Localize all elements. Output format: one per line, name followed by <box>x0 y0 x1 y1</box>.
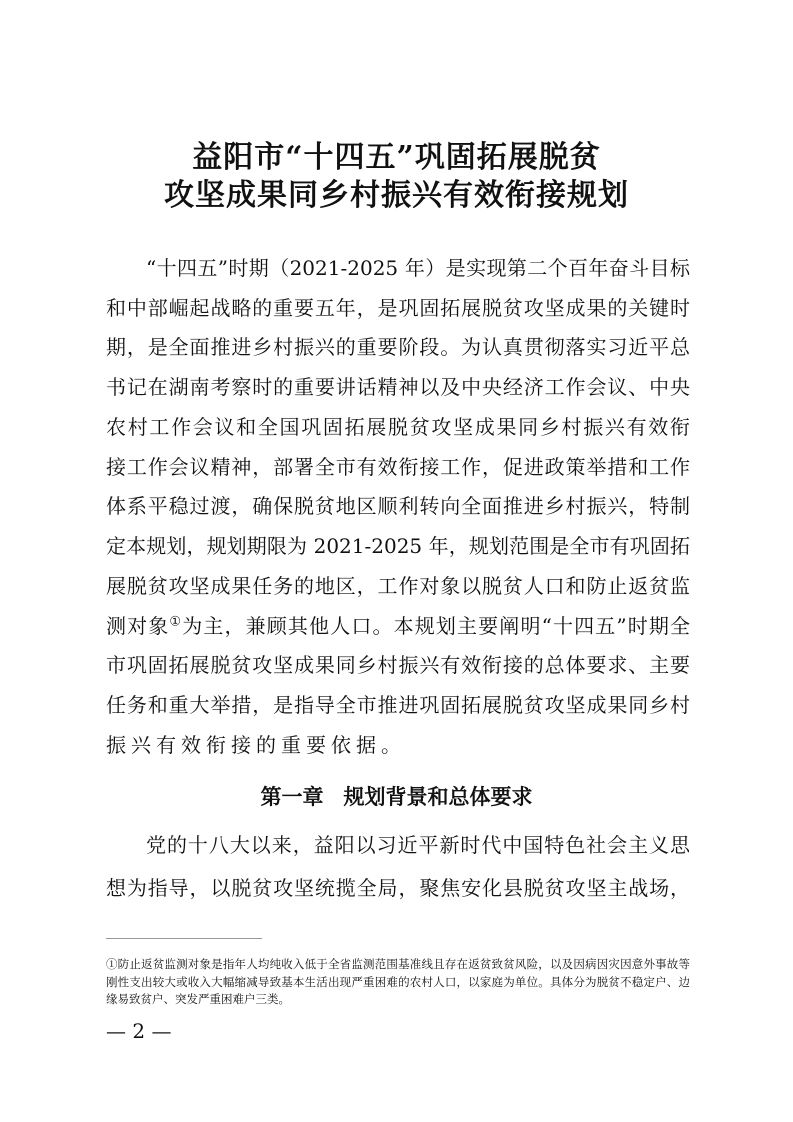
body-line: 农村工作会议和全国巩固拓展脱贫攻坚成果同乡村振兴有效衔 <box>106 415 690 439</box>
document-title-line-1: 益阳市“十四五”巩固拓展脱贫 <box>192 140 601 175</box>
body-line: 任务和重大举措，是指导全市推进巩固拓展脱贫攻坚成果同乡村 <box>106 693 690 717</box>
body-line <box>106 613 690 639</box>
footnote-reference[interactable]: ① <box>169 614 183 630</box>
body-line: 振兴有效衔接的重要依据。 <box>106 733 406 757</box>
body-line: 党的十八大以来，益阳以习近平新时代中国特色社会主义思 <box>146 833 690 857</box>
chapter-number: 第一章 <box>260 785 324 809</box>
body-line: 市巩固拓展脱贫攻坚成果同乡村振兴有效衔接的总体要求、主要 <box>106 653 690 677</box>
document-title-line-2: 攻坚成果同乡村振兴有效衔接规划 <box>164 178 629 213</box>
body-line: 书记在湖南考察时的重要讲话精神以及中央经济工作会议、中央 <box>106 375 690 399</box>
body-line: “十四五”时期（2021-2025 年）是实现第二个百年奋斗目标 <box>146 256 690 280</box>
body-line: 期，是全面推进乡村振兴的重要阶段。为认真贯彻落实习近平总 <box>106 335 690 359</box>
body-line: 定本规划，规划期限为 2021-2025 年，规划范围是全市有巩固拓 <box>106 534 690 558</box>
body-line: 展脱贫攻坚成果任务的地区，工作对象以脱贫人口和防止返贫监 <box>106 574 690 598</box>
page-number: — 2 — <box>106 1019 172 1043</box>
body-text: 测对象 <box>106 614 170 638</box>
chapter-title: 规划背景和总体要求 <box>343 785 533 809</box>
body-text: 为主，兼顾其他人口。本规划主要阐明“十四五”时期全 <box>182 614 691 638</box>
body-line: 和中部崛起战略的重要五年，是巩固拓展脱贫攻坚成果的关键时 <box>106 296 690 320</box>
body-line: 接工作会议精神，部署全市有效衔接工作，促进政策举措和工作 <box>106 455 690 479</box>
chapter-heading <box>0 784 793 810</box>
body-line: 体系平稳过渡，确保脱贫地区顺利转向全面推进乡村振兴，特制 <box>106 494 690 518</box>
footnote: ①防止返贫监测对象是指年人均纯收入低于全省监测范围基准线且存在返贫致贫风险，以及因病因灾因意外事故等刚性支出较大或收入大幅缩减导致基本生活出现严重困难的农村人口，以家庭为单位。具体分为脱贫不稳定户、边缘易致贫户、突发严重困难户三类。 <box>106 957 690 1006</box>
body-line: 想为指导，以脱贫攻坚统揽全局，聚焦安化县脱贫攻坚主战场， <box>106 876 690 900</box>
footnote-divider <box>106 938 262 939</box>
